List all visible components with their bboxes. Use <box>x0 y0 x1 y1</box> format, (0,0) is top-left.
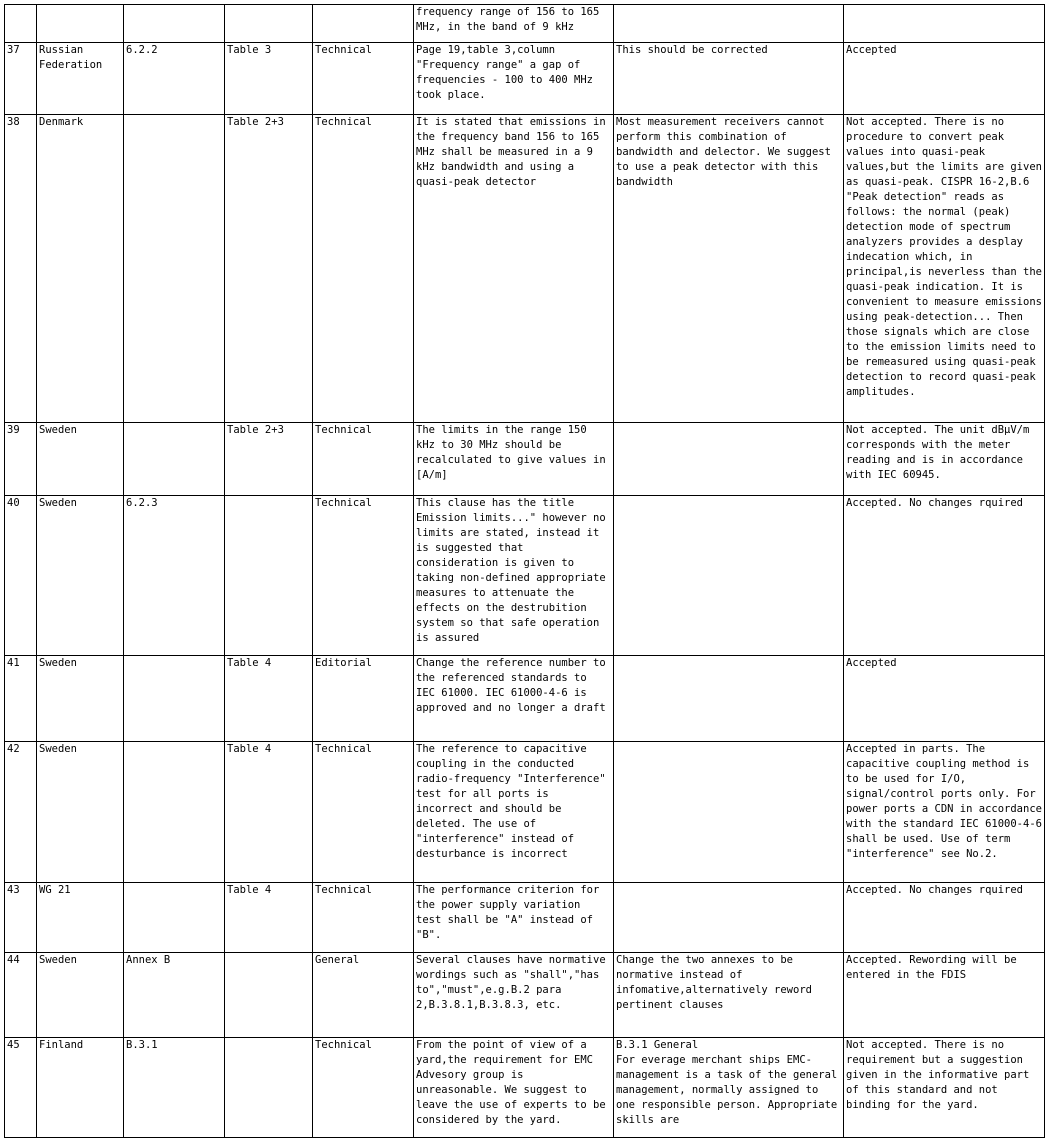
table-row <box>5 115 1045 423</box>
table-row <box>5 423 1045 496</box>
cell-comment: It is stated that emissions in the frequency band 156 to 165 MHz shall be measured in a 9 kHz bandwidth and using a quasi-peak detector <box>414 115 614 423</box>
cell-proposal: B.3.1 General For everage merchant ships EMC-management is a task of the general management, normally assigned to one responsible person. Appropriate skills are <box>614 1038 844 1138</box>
table-row <box>5 656 1045 742</box>
cell-clause <box>124 115 225 423</box>
cell-country: Finland <box>37 1038 124 1138</box>
cell-type: Technical <box>313 43 414 115</box>
cell-country: Sweden <box>37 742 124 883</box>
cell-type <box>313 5 414 43</box>
cell-proposal: Change the two annexes to be normative instead of infomative,alternatively reword pertinent clauses <box>614 953 844 1038</box>
cell-observation <box>844 5 1045 43</box>
cell-type: Technical <box>313 883 414 953</box>
cell-no: 38 <box>5 115 37 423</box>
cell-country: Denmark <box>37 115 124 423</box>
cell-no: 44 <box>5 953 37 1038</box>
cell-proposal <box>614 883 844 953</box>
cell-proposal <box>614 423 844 496</box>
cell-comment: Page 19,table 3,column "Frequency range" a gap of frequencies - 100 to 400 MHz took place. <box>414 43 614 115</box>
cell-comment: This clause has the title Emission limits..." however no limits are stated, instead it is suggested that consideration is given to taking non-defined appropriate measures to attenuate the effects on the destrubition system so that safe operation is assured <box>414 496 614 656</box>
cell-no <box>5 5 37 43</box>
cell-type: Technical <box>313 742 414 883</box>
table-row <box>5 496 1045 656</box>
cell-type: General <box>313 953 414 1038</box>
cell-proposal <box>614 5 844 43</box>
cell-table: Table 2+3 <box>225 423 313 496</box>
cell-observation: Accepted in parts. The capacitive coupling method is to be used for I/O, signal/control ports only. For power ports a CDN in accordance with the standard IEC 61000-4-6 shall be used. Use of term "interference" see No.2. <box>844 742 1045 883</box>
table-row <box>5 883 1045 953</box>
cell-country: Sweden <box>37 656 124 742</box>
cell-country: Sweden <box>37 953 124 1038</box>
cell-clause <box>124 656 225 742</box>
cell-no: 41 <box>5 656 37 742</box>
cell-no: 37 <box>5 43 37 115</box>
cell-table: Table 3 <box>225 43 313 115</box>
cell-observation: Not accepted. There is no procedure to convert peak values into quasi-peak values,but the limits are given as quasi-peak. CISPR 16-2,B.6 "Peak detection" reads as follows: the normal (peak) detection mode of spectrum analyzers provides a desplay indecation which, in principal,is neverless than the quasi-peak indication. It is convenient to measure emissions using peak-detection... Then those signals which are close to the emission limits need to be remeasured using quasi-peak detection to record quasi-peak amplitudes. <box>844 115 1045 423</box>
cell-type: Technical <box>313 1038 414 1138</box>
table-row <box>5 43 1045 115</box>
cell-no: 39 <box>5 423 37 496</box>
cell-country: Russian Federation <box>37 43 124 115</box>
cell-comment: The limits in the range 150 kHz to 30 MHz should be recalculated to give values in [A/m] <box>414 423 614 496</box>
table-row <box>5 5 1045 43</box>
cell-comment: From the point of view of a yard,the requirement for EMC Advesory group is unreasonable. We suggest to leave the use of experts to be considered by the yard. <box>414 1038 614 1138</box>
cell-comment: The reference to capacitive coupling in the conducted radio-frequency "Interference" test for all ports is incorrect and should be deleted. The use of "interference" instead of desturbance is incorrect <box>414 742 614 883</box>
cell-table: Table 4 <box>225 656 313 742</box>
cell-type: Editorial <box>313 656 414 742</box>
cell-observation: Accepted. No changes rquired <box>844 496 1045 656</box>
cell-clause <box>124 423 225 496</box>
cell-comment: Several clauses have normative wordings such as "shall","has to","must",e.g.B.2 para 2,B.3.8.1,B.3.8.3, etc. <box>414 953 614 1038</box>
cell-comment: The performance criterion for the power supply variation test shall be "A" instead of "B". <box>414 883 614 953</box>
cell-no: 40 <box>5 496 37 656</box>
cell-proposal <box>614 656 844 742</box>
cell-proposal: Most measurement receivers cannot perform this combination of bandwidth and delector. We suggest to use a peak detector with this bandwidth <box>614 115 844 423</box>
cell-country: Sweden <box>37 496 124 656</box>
cell-type: Technical <box>313 423 414 496</box>
table-row <box>5 742 1045 883</box>
cell-clause <box>124 742 225 883</box>
cell-country: Sweden <box>37 423 124 496</box>
cell-table: Table 4 <box>225 742 313 883</box>
cell-country: WG 21 <box>37 883 124 953</box>
cell-type: Technical <box>313 115 414 423</box>
cell-proposal <box>614 496 844 656</box>
cell-table <box>225 953 313 1038</box>
table-row <box>5 953 1045 1038</box>
cell-observation: Not accepted. There is no requirement but a suggestion given in the informative part of this standard and not binding for the yard. <box>844 1038 1045 1138</box>
cell-table <box>225 1038 313 1138</box>
cell-clause <box>124 5 225 43</box>
cell-clause <box>124 883 225 953</box>
cell-proposal: This should be corrected <box>614 43 844 115</box>
cell-clause: Annex B <box>124 953 225 1038</box>
cell-country <box>37 5 124 43</box>
cell-comment: frequency range of 156 to 165 MHz, in the band of 9 kHz <box>414 5 614 43</box>
cell-clause: B.3.1 <box>124 1038 225 1138</box>
cell-observation: Not accepted. The unit dBμV/m corresponds with the meter reading and is in accordance with IEC 60945. <box>844 423 1045 496</box>
cell-observation: Accepted. Rewording will be entered in the FDIS <box>844 953 1045 1038</box>
cell-table: Table 4 <box>225 883 313 953</box>
table-row <box>5 1038 1045 1138</box>
cell-type: Technical <box>313 496 414 656</box>
comments-table <box>4 4 1045 1138</box>
cell-comment: Change the reference number to the referenced standards to IEC 61000. IEC 61000-4-6 is approved and no longer a draft <box>414 656 614 742</box>
cell-no: 42 <box>5 742 37 883</box>
cell-clause: 6.2.3 <box>124 496 225 656</box>
cell-proposal <box>614 742 844 883</box>
cell-table <box>225 5 313 43</box>
cell-clause: 6.2.2 <box>124 43 225 115</box>
cell-observation: Accepted <box>844 656 1045 742</box>
cell-observation: Accepted. No changes rquired <box>844 883 1045 953</box>
cell-table: Table 2+3 <box>225 115 313 423</box>
cell-observation: Accepted <box>844 43 1045 115</box>
cell-no: 43 <box>5 883 37 953</box>
cell-table <box>225 496 313 656</box>
cell-no: 45 <box>5 1038 37 1138</box>
